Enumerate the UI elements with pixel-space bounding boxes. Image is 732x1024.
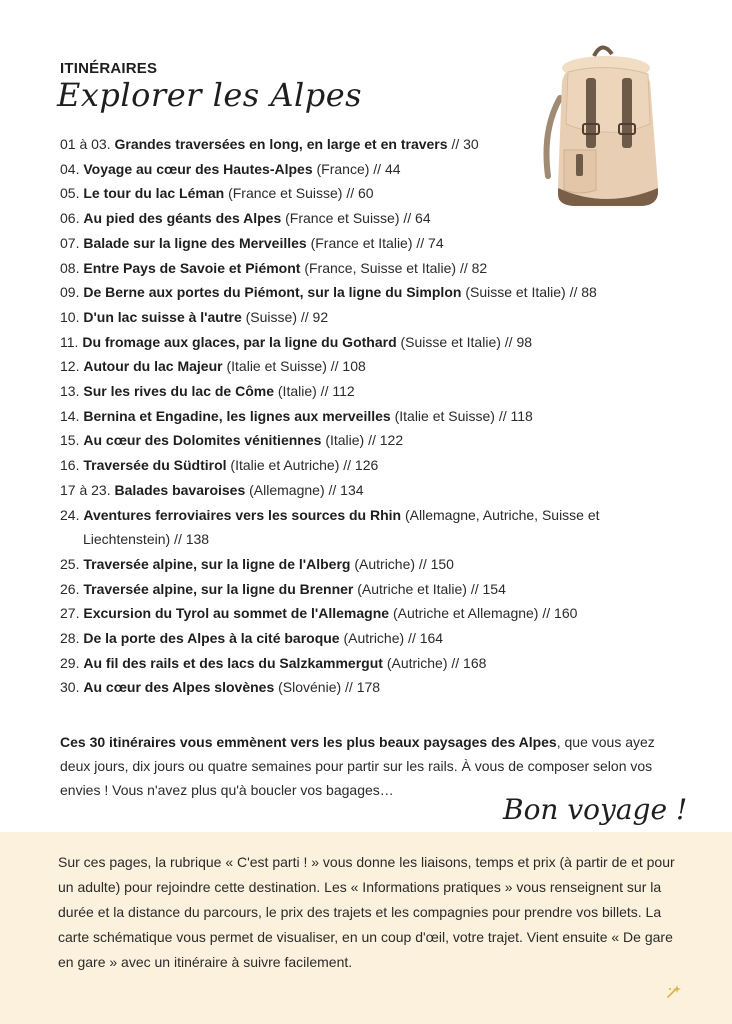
list-item: [60, 428, 680, 453]
item-title: De la porte des Alpes à la cité baroque: [83, 630, 340, 647]
item-detail: (Allemagne) // 134: [249, 481, 364, 498]
item-title: Traversée alpine, sur la ligne de l'Alberg: [83, 555, 351, 572]
item-number: 17 à 23.: [60, 481, 111, 498]
item-detail: (France) // 44: [316, 160, 401, 177]
item-detail: (Italie) // 122: [325, 432, 404, 449]
item-number: 04.: [60, 160, 80, 177]
item-title: Balade sur la ligne des Merveilles: [83, 234, 307, 251]
item-title: Traversée du Südtirol: [83, 457, 227, 474]
item-title: Balades bavaroises: [114, 481, 246, 498]
itinerary-list: [60, 132, 680, 700]
item-title: Traversée alpine, sur la ligne du Brenner: [83, 580, 354, 597]
list-item: [60, 280, 680, 305]
item-number: 10.: [60, 308, 80, 325]
signoff: Bon voyage !: [503, 793, 688, 826]
item-number: 30.: [60, 679, 80, 696]
item-detail: (Suisse et Italie) // 98: [400, 333, 533, 350]
item-title: D'un lac suisse à l'autre: [83, 308, 242, 325]
list-item: [60, 675, 680, 700]
intro-bold: Ces 30 itinéraires vous emmènent vers les plus beaux paysages des Alpes: [60, 734, 557, 750]
item-number: 09.: [60, 284, 80, 301]
item-title: Excursion du Tyrol au sommet de l'Allemagne: [83, 605, 390, 622]
item-detail: // 30: [451, 136, 479, 152]
item-number: 24.: [60, 506, 80, 523]
page-title: Explorer les Alpes: [57, 76, 363, 114]
sparkle-icon: [665, 983, 683, 1001]
item-title: Au fil des rails et des lacs du Salzkammergut: [83, 654, 383, 671]
item-title: Grandes traversées en long, en large et en travers: [114, 136, 448, 152]
list-item: [60, 552, 680, 577]
item-detail: (Italie) // 112: [277, 383, 355, 400]
list-item: [60, 206, 680, 231]
list-item: [60, 157, 680, 182]
item-detail: (Autriche) // 168: [386, 654, 487, 671]
item-title: Autour du lac Majeur: [83, 358, 223, 375]
item-number: 08.: [60, 259, 80, 276]
item-number: 28.: [60, 630, 80, 647]
item-number: 12.: [60, 358, 80, 375]
item-number: 05.: [60, 185, 80, 202]
item-detail: (Italie et Suisse) // 108: [226, 358, 366, 375]
item-title: Bernina et Engadine, les lignes aux merveilles: [83, 407, 391, 424]
item-title: Le tour du lac Léman: [83, 185, 225, 202]
list-item: [60, 181, 680, 206]
intro-text: , que vous ayez deux jours, dix jours ou quatre semaines pour partir sur les rails. À vous de composer selon vos envies ! Vous n'avez plus qu'à boucler vos bagages…: [60, 734, 655, 798]
item-number: 13.: [60, 383, 80, 400]
item-title: Aventures ferroviaires vers les sources du Rhin: [83, 506, 402, 523]
list-item: [60, 626, 680, 651]
item-title: Sur les rives du lac de Côme: [83, 383, 274, 400]
item-number: 01 à 03.: [60, 136, 111, 152]
item-number: 07.: [60, 234, 80, 251]
section-label: ITINÉRAIRES: [60, 60, 158, 77]
list-item: [60, 453, 680, 478]
item-number: 11.: [60, 333, 79, 350]
list-item: [60, 478, 680, 503]
list-item: [60, 601, 680, 626]
item-detail: (Autriche et Italie) // 154: [357, 580, 506, 597]
intro-paragraph: [60, 730, 680, 802]
list-item: [60, 651, 680, 676]
item-title: Du fromage aux glaces, par la ligne du Gothard: [82, 333, 397, 350]
item-number: 15.: [60, 432, 80, 449]
list-item: [60, 379, 680, 404]
item-number: 14.: [60, 407, 80, 424]
item-detail: (Autriche) // 150: [354, 555, 454, 572]
list-item: [60, 231, 680, 256]
item-detail: (Allemagne, Autriche, Suisse et Liechtenstein) // 138: [83, 506, 600, 548]
item-title: De Berne aux portes du Piémont, sur la ligne du Simplon: [83, 284, 462, 301]
list-item: [60, 354, 680, 379]
item-title: Au pied des géants des Alpes: [83, 210, 282, 227]
item-detail: (France et Suisse) // 60: [228, 185, 374, 202]
item-detail: (Suisse et Italie) // 88: [465, 284, 597, 301]
item-detail: (Suisse) // 92: [245, 308, 329, 325]
list-item: [60, 256, 680, 281]
item-number: 29.: [60, 654, 80, 671]
item-number: 27.: [60, 605, 80, 622]
item-detail: (Italie et Autriche) // 126: [230, 457, 379, 474]
item-detail: (France et Italie) // 74: [310, 234, 444, 251]
list-item: [60, 404, 680, 429]
list-item: [60, 305, 680, 330]
item-detail: (France et Suisse) // 64: [285, 210, 431, 227]
item-title: Au cœur des Dolomites vénitiennes: [83, 432, 322, 449]
item-number: 26.: [60, 580, 80, 597]
info-text: Sur ces pages, la rubrique « C'est parti ! » vous donne les liaisons, temps et prix (à partir de et pour un adulte) pour rejoindre cette destination. Les « Informations pratiques » vous renseignent sur la durée et la distance du parcours, le prix des trajets et les compagnies pour prendre vos billets. La carte schématique vous permet de visualiser, en un coup d'œil, votre trajet. Vient ensuite « De gare en gare » avec un itinéraire à suivre facilement.: [58, 854, 675, 970]
list-item: [60, 330, 680, 355]
item-title: Entre Pays de Savoie et Piémont: [83, 259, 301, 276]
item-number: 25.: [60, 555, 80, 572]
item-title: Voyage au cœur des Hautes-Alpes: [83, 160, 313, 177]
item-detail: (France, Suisse et Italie) // 82: [304, 259, 488, 276]
item-detail: (Autriche et Allemagne) // 160: [392, 605, 578, 622]
list-item: [60, 577, 680, 602]
list-item: [60, 132, 680, 157]
item-number: 16.: [60, 457, 80, 474]
item-detail: (Autriche) // 164: [343, 630, 444, 647]
list-item: [60, 503, 680, 552]
item-number: 06.: [60, 210, 80, 227]
item-detail: (Slovénie) // 178: [278, 679, 381, 696]
item-detail: (Italie et Suisse) // 118: [394, 407, 533, 424]
item-title: Au cœur des Alpes slovènes: [83, 679, 275, 696]
